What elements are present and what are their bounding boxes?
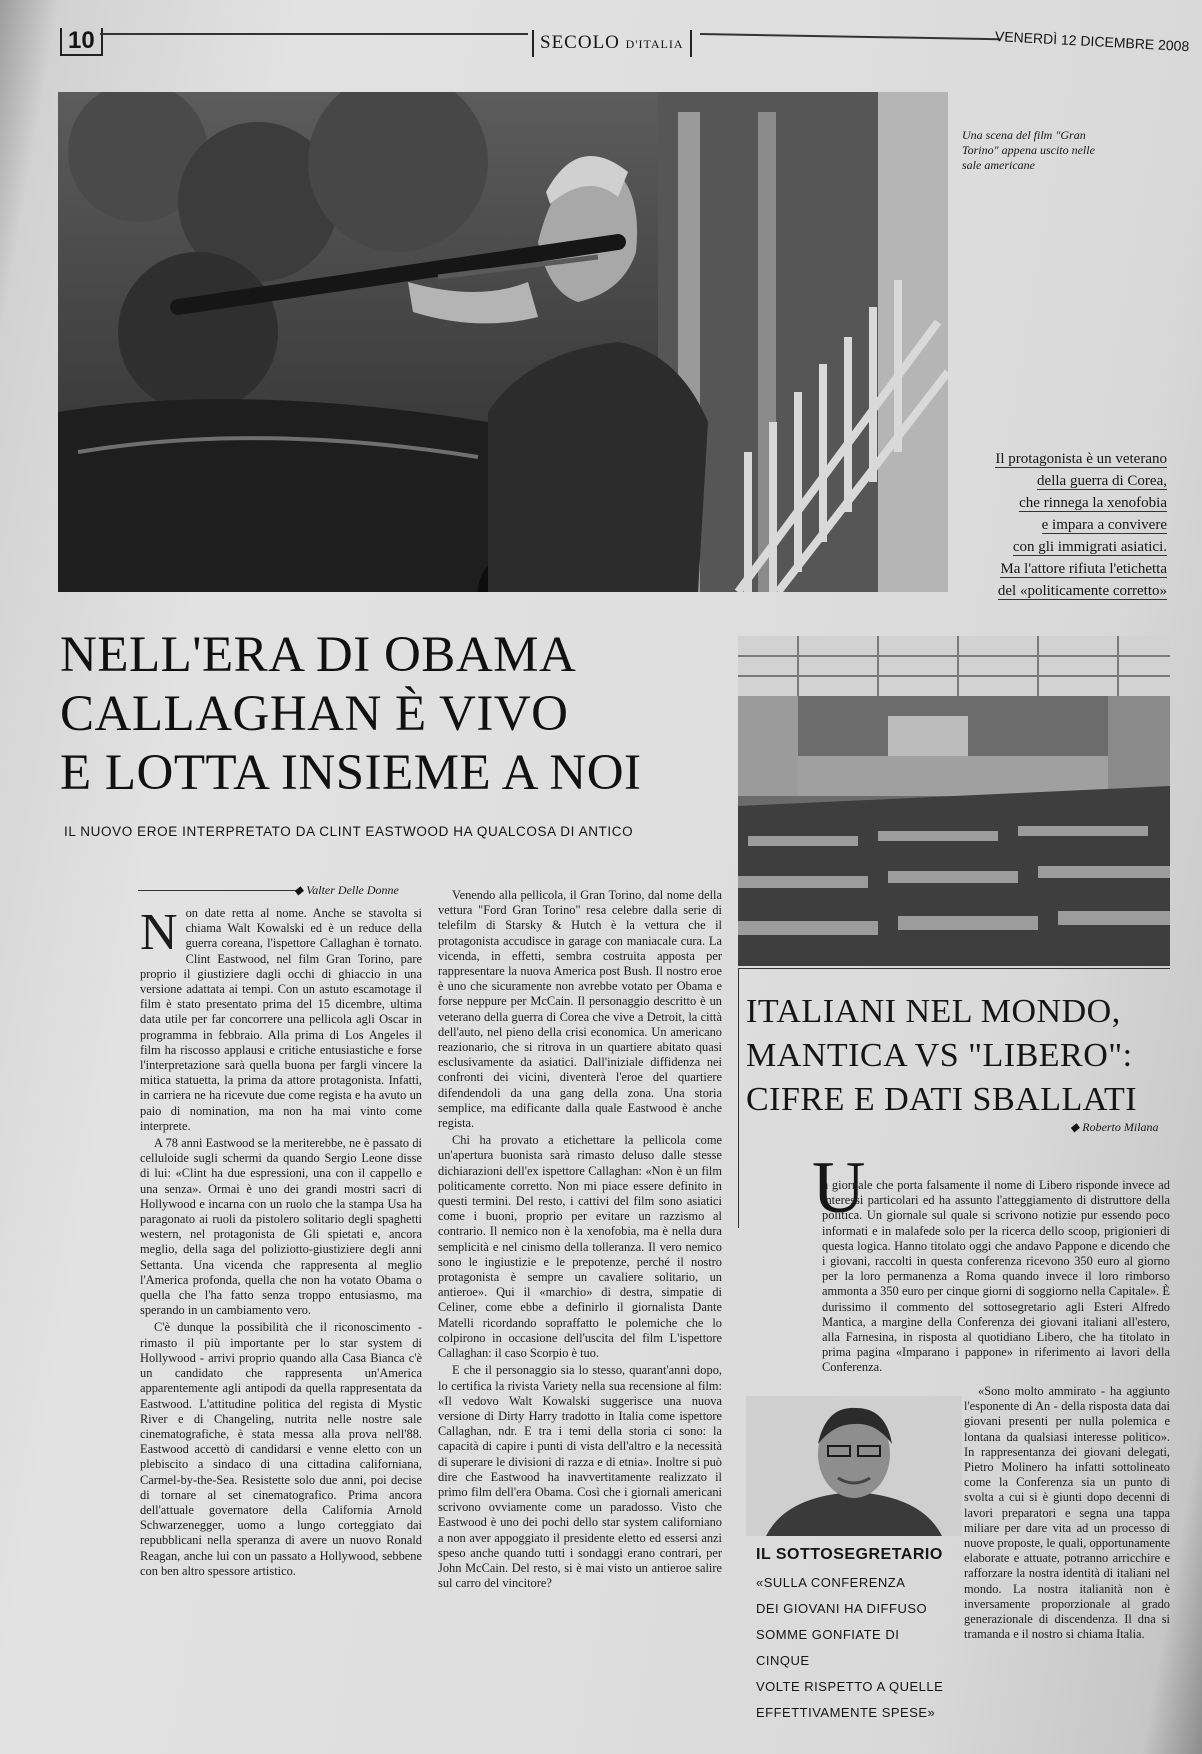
paragraph: A 78 anni Eastwood se la meriterebbe, ne è passato di celluloide sugli schermi da quando Sergio Leone disse di lui: «Clint ha due espressioni, una con il cappello e una senza». Ormai è uno dei grandi mostri sacri di Hollywood e incarna con un ruolo che la stampa Usa ha paragonato ai ruoli da pistolero solitario degli spaghetti western, nel protagonista de Gli spietati e, ancora meglio, della saga del poliziotto-giustiziere degli anni Settanta. Una vicenda che rappresenta al meglio l'America profonda, quella che non ha votato Obama o quella che l'ha fatto senza troppo entusiasmo, ma sperando in un cambiamento vero. <box>140 1136 422 1318</box>
main-headline <box>60 626 710 803</box>
callout-line: del «politicamente corretto» <box>997 583 1167 599</box>
masthead-main: SECOLO <box>540 32 620 53</box>
article-2-column-top <box>822 1178 1170 1378</box>
byline-name: Valter Delle Donne <box>306 883 399 897</box>
box-rule <box>738 968 1170 969</box>
masthead <box>532 30 692 57</box>
callout-line: e impara a convivere <box>1041 517 1167 533</box>
photo-caption: Una scena del film "Gran Torino" appena uscito nelle sale americane <box>962 128 1095 172</box>
headline-line: NELL'ERA DI OBAMA <box>60 627 577 683</box>
callout-line: che rinnega la xenofobia <box>1019 495 1167 511</box>
callout-line: Il protagonista è un veterano <box>995 451 1167 467</box>
headline-line: E LOTTA INSIEME A NOI <box>60 745 642 801</box>
callout-line: della guerra di Corea, <box>1037 473 1167 489</box>
dropcap: N <box>140 906 178 961</box>
conference-photo <box>738 636 1170 966</box>
paragraph-text: on date retta al nome. Anche se stavolta si chiama Walt Kowalski ed è un reduce della guerra coreana, l'ispettore Callaghan è tornato. Clint Eastwood, nel film Gran Torino, pare proprio il giustiziere dagli occhi di ghiaccio in una versione adattata ai tempi. Con un astuto escamotage il film è stato presentato prima del 15 dicembre, ultima data utile per far concorrere una pellicola agli Oscar in programma in febbraio. Alla prima di Los Angeles il film ha riscosso applausi e critiche entusiastiche e forse l'interpretazione sarà quella buona per fargli vincere la mitica statuetta, la prima da attore protagonista. Infatti, in carriera ne ha ricevute due come regista e ha avuto un paio di nomination, ma non ha mai vinto come interprete. <box>140 906 422 1133</box>
byline-name: Roberto Milana <box>1082 1120 1159 1134</box>
film-still-photo <box>58 92 948 592</box>
paragraph <box>140 906 422 1134</box>
article-column-2 <box>438 888 722 1708</box>
quote-line: SOMME GONFIATE DI CINQUE <box>756 1627 900 1668</box>
quote-line: EFFETTIVAMENTE SPESE» <box>756 1705 936 1720</box>
paragraph: n giornale che porta falsamente il nome di Libero risponde invece ad interessi particolari ed ha assunto l'atteggiamento di distruttore della politica. Un giornale sul quale si scrivono notizie pur essendo poco informati e in malafede solo per la ricerca dello scoop, prigionieri di questa logica. Hanno titolato oggi che andavo Pappone e dicendo che i giovani, raccolti in questa conferenza ricevono 350 euro al giorno per la loro permanenza a Roma quando invece il loro rimborso ammonta a 350 euro per cinque giorni di soggiorno nella Capitale». È durissimo il commento del sottosegretario agli Esteri Alfredo Mantica, a margine della Conferenza dei giovani italiani all'estero, alla Farnesina, in risposta al quotidiano Libero, che ha titolato in prima pagina «Imparano i pappone» in riferimento ai lavori della Conferenza. <box>822 1178 1170 1375</box>
portrait-image <box>746 1396 962 1536</box>
headline-line: CALLAGHAN È VIVO <box>60 686 569 742</box>
headline-line: ITALIANI NEL MONDO, <box>746 993 1121 1030</box>
header-rule-left <box>100 33 528 35</box>
headline-line: CIFRE E DATI SBALLATI <box>746 1081 1138 1118</box>
issue-date: VENERDÌ 12 DICEMBRE 2008 <box>994 28 1190 55</box>
headline-line: MANTICA VS "LIBERO": <box>746 1037 1133 1074</box>
box-rule-vertical <box>738 968 739 1228</box>
article-2-column-bottom <box>964 1384 1170 1716</box>
film-still-image <box>58 92 948 592</box>
paragraph: «Sono molto ammirato - ha aggiunto l'esponente di An - della risposta data dai giovani presenti per nulla polemica e lontana da qualsiasi interesse politico». In rappresentanza dei giovani delegati, Pietro Molinero ha infatti sottolineato come la Conferenza sia un punto di svolta a cui si è giunti dopo decenni di lavori preparatori e segna una tappa miliare per dare vita ad un processo di nuove proposte, le quali, opportunamente elaborate e attuate, potranno arricchire e rafforzare la nostra identità di italiani nel mondo. La nostra italianità non è inversamente proporzionale al grado generazionale di discendenza. Il dna si tramanda e il nostro si chiama Italia. <box>964 1384 1170 1642</box>
portrait-quote <box>756 1570 956 1726</box>
quote-line: VOLTE RISPETTO A QUELLE <box>756 1679 944 1694</box>
secondary-headline <box>746 990 1176 1122</box>
quote-line: «SULLA CONFERENZA <box>756 1575 906 1590</box>
conference-image <box>738 636 1170 966</box>
subheadline: IL NUOVO EROE INTERPRETATO DA CLINT EASTWOOD HA QUALCOSA DI ANTICO <box>64 824 634 839</box>
header-rule-right <box>700 33 1000 40</box>
photo-callout <box>955 448 1167 602</box>
byline-roberto: ◆ Roberto Milana <box>1070 1120 1159 1134</box>
page-number: 10 <box>60 28 103 56</box>
undersecretary-portrait <box>746 1396 962 1536</box>
portrait-title: IL SOTTOSEGRETARIO <box>756 1546 943 1563</box>
paragraph: E che il personaggio sia lo stesso, quarant'anni dopo, lo certifica la rivista Variety nella sua recensione al film: «Il vedovo Walt Kowalski suggerisce una nuova versione di Dirty Harry tradotto in Italia come ispettore Callaghan, ndr. E tra i temi della storia ci sono: la capacità di capire i punti di vista dell'altro e la necessità di superare le divisioni di razza e di etnia». Inoltre si può dire che Eastwood ha inavvertitamente realizzato il primo film dell'era Obama. Così che i giornali americani scrivono ovviamente come un paradosso. Visto che Eastwood è uno dei pochi dello star system californiano a non aver appoggiato il presidente eletto ed essersi anzi speso anche quando tutti i sondaggi erano contrari, per John McCain. Del resto, si è mai visto un antieroe salire sul carro del vincitore? <box>438 1363 722 1591</box>
paragraph: Chi ha provato a etichettare la pellicola come un'apertura buonista sarà rimasto deluso dalle stesse dichiarazioni dell'ex ispettore Callaghan: «Non è un film politicamente corretto. Non mi piace essere definito in questi termini. Del resto, i cattivi del film sono asiatici come i buoni, proprio per evitare un razzismo al contrario. Il nemico non è la xenofobia, ma è nella dura semplicità e nel cinismo della tolleranza. Il vero nemico sono le ingiustizie e le prepotenze, perché il nostro protagonista è sempre un cavaliere solitario, un antieroe». Qui il «marchio» di destra, simpatie di Celiner, come ebbe a definirlo il giornalista Dante Matelli ricordando sopraffatto le polemiche che lo colpirono in occasione dell'uscita del film L'ispettore Callaghan: il caso Scorpio è tuo. <box>438 1133 722 1361</box>
callout-line: Ma l'attore rifiuta l'etichetta <box>1000 561 1167 577</box>
byline-rule <box>138 890 302 891</box>
dropcap: U <box>812 1147 866 1229</box>
quote-line: DEI GIOVANI HA DIFFUSO <box>756 1601 928 1616</box>
callout-line: con gli immigrati asiatici. <box>1012 539 1167 555</box>
paragraph: Venendo alla pellicola, il Gran Torino, dal nome della vettura "Ford Gran Torino" resa celebre dalla serie di telefilm di Starsky & Hutch è la vettura che il protagonista accudisce in garage con maniacale cura. La vicenda, in effetti, sembra costruita apposta per rappresentare la nuova America post Bush. Il nostro eroe è uno che sicuramente non avrebbe votato per Obama e forse neppure per McCain. Il personaggio descritto è un veterano della guerra di Corea che vive a Detroit, la città dell'auto, nel pieno della crisi economica. Un americano reazionario, che si ritrova in un quartiere abitato quasi esclusivamente da asiatici. Dall'iniziale diffidenza nei confronti dei vicini, diventerà l'eroe del quartiere difendendoli da una gang della zona. Una storia semplice, ma edificante dalla quale Eastwood è anche regista. <box>438 888 722 1131</box>
article-column-1 <box>140 906 422 1706</box>
paragraph: C'è dunque la possibilità che il riconoscimento - rimasto il più importante per lo star system di Hollywood - arrivi proprio quando alla Casa Bianca c'è un candidato che rappresenta un'America apparentemente agli antipodi da quella rappresentata da Eastwood. L'attitudine politica del regista di Mystic River e di Changeling, nutrita nelle nostre sale cinematografiche, è stata messa alla prova nell'88. Eastwood accettò di candidarsi e venne eletto con un plebiscito a sindaco di una cittadina californiana, Carmel-by-the-Sea. Resistette solo due anni, poi decise di tornare al set cinematografico. Prima ancora dell'attuale governatore della California Arnold Schwarzenegger, uomo a lungo corteggiato dai repubblicani nella speranza di avere un nuovo Ronald Reagan, anche lui con un passato a Hollywood, sebbene con ben altro spessore artistico. <box>140 1320 422 1578</box>
byline-valter: ◆ Valter Delle Donne <box>294 883 399 897</box>
masthead-small: D'ITALIA <box>625 37 684 51</box>
